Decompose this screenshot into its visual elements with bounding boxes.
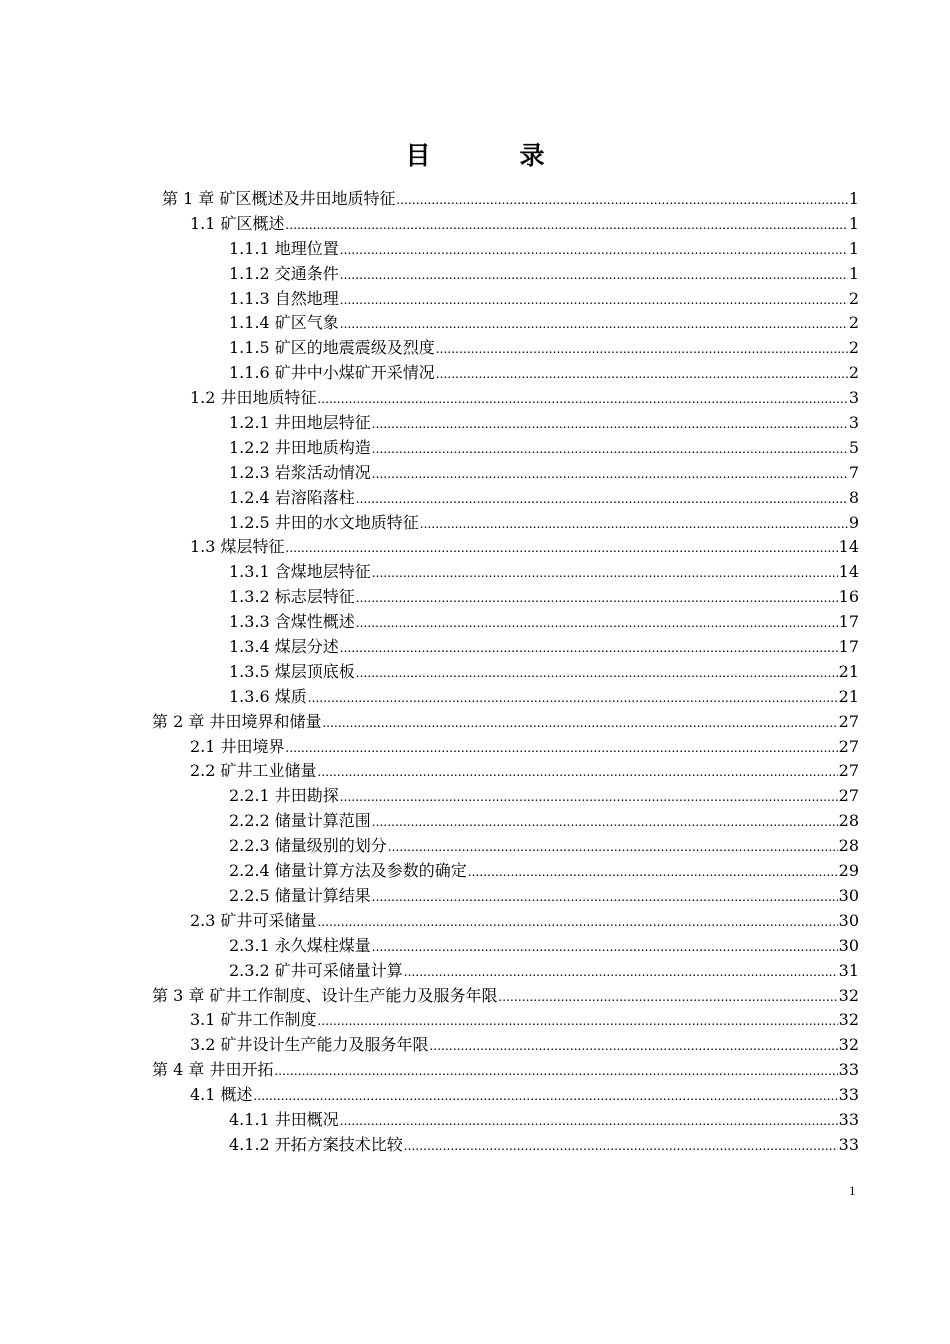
- toc-entry-label: 3.2 矿井设计生产能力及服务年限: [190, 1035, 429, 1055]
- toc-entry-label: 2.2.2 储量计算范围: [229, 811, 371, 831]
- toc-section-entry[interactable]: [0, 735, 859, 760]
- toc-section-entry[interactable]: [0, 759, 859, 784]
- toc-subsection-entry[interactable]: [0, 411, 859, 436]
- toc-entry-label: 2.1 井田境界: [190, 736, 285, 756]
- dot-leader: [254, 1085, 838, 1110]
- dot-leader: [340, 1110, 838, 1135]
- toc-subsection-entry[interactable]: [0, 436, 859, 461]
- toc-subsection-entry[interactable]: [0, 461, 859, 486]
- toc-entry-page: 21: [838, 686, 859, 706]
- dot-leader: [372, 886, 838, 911]
- toc-entry-label: 1.2.1 井田地层特征: [229, 413, 371, 433]
- toc-entry-page: 28: [838, 811, 859, 831]
- toc-subsection-entry[interactable]: [0, 1108, 859, 1133]
- toc-entry-label: 1.3.3 含煤性概述: [229, 612, 355, 632]
- dot-leader: [404, 961, 838, 986]
- dot-leader: [356, 488, 848, 513]
- toc-entry-label: 第 4 章 井田开拓: [152, 1060, 274, 1080]
- toc-entry-page: 3: [848, 388, 859, 408]
- toc-entry-label: 1.1.6 矿井中小煤矿开采情况: [229, 363, 435, 383]
- toc-entry-page: 27: [838, 786, 859, 806]
- toc-entry-page: 30: [838, 885, 859, 905]
- toc-entry-page: 1: [848, 238, 859, 258]
- toc-entry-page: 30: [838, 935, 859, 955]
- toc-entry-page: 31: [838, 960, 859, 980]
- dot-leader: [498, 986, 837, 1011]
- dot-leader: [318, 911, 838, 936]
- dot-leader: [372, 811, 838, 836]
- dot-leader: [372, 463, 848, 488]
- dot-leader: [468, 861, 838, 886]
- toc-entry-page: 28: [838, 836, 859, 856]
- toc-section-entry[interactable]: [0, 1033, 859, 1058]
- toc-entry-label: 1.2 井田地质特征: [190, 388, 317, 408]
- toc-entry-page: 29: [838, 861, 859, 881]
- toc-entry-page: 2: [848, 288, 859, 308]
- toc-section-entry[interactable]: [0, 386, 859, 411]
- toc-entry-page: 14: [838, 537, 859, 557]
- dot-leader: [388, 836, 838, 861]
- toc-entry-label: 2.2.5 储量计算结果: [229, 885, 371, 905]
- toc-entry-label: 1.3.5 煤层顶底板: [229, 661, 355, 681]
- toc-chapter-entry[interactable]: [0, 1058, 859, 1083]
- toc-entry-label: 1.2.2 井田地质构造: [229, 437, 371, 457]
- toc-subsection-entry[interactable]: [0, 511, 859, 536]
- toc-entry-page: 33: [838, 1085, 859, 1105]
- toc-entry-label: 1.1.1 地理位置: [229, 238, 339, 258]
- toc-entry-page: 1: [848, 213, 859, 233]
- toc-entry-page: 7: [848, 462, 859, 482]
- dot-leader: [404, 1135, 838, 1160]
- dot-leader: [436, 363, 848, 388]
- dot-leader: [430, 1035, 838, 1060]
- toc-section-entry[interactable]: [0, 212, 859, 237]
- toc-subsection-entry[interactable]: [0, 834, 859, 859]
- toc-entry-page: 14: [838, 562, 859, 582]
- dot-leader: [396, 189, 847, 214]
- toc-subsection-entry[interactable]: [0, 884, 859, 909]
- toc-entry-page: 2: [848, 363, 859, 383]
- toc-subsection-entry[interactable]: [0, 934, 859, 959]
- toc-entry-label: 1.1.4 矿区气象: [229, 313, 339, 333]
- toc-entry-label: 1.1 矿区概述: [190, 213, 285, 233]
- toc-entry-page: 3: [848, 413, 859, 433]
- toc-entry-label: 4.1.2 开拓方案技术比较: [229, 1134, 403, 1154]
- toc-entry-label: 1.2.3 岩浆活动情况: [229, 462, 371, 482]
- toc-entry-label: 1.3.1 含煤地层特征: [229, 562, 371, 582]
- dot-leader: [372, 562, 838, 587]
- dot-leader: [340, 239, 848, 264]
- toc-entry-page: 9: [848, 512, 859, 532]
- toc-subsection-entry[interactable]: [0, 1133, 859, 1158]
- document-title: 目 录: [405, 141, 577, 170]
- toc-entry-page: 32: [838, 985, 859, 1005]
- dot-leader: [308, 687, 838, 712]
- dot-leader: [318, 761, 838, 786]
- toc-subsection-entry[interactable]: [0, 560, 859, 585]
- toc-entry-label: 1.3.6 煤质: [229, 686, 307, 706]
- toc-entry-page: 1: [848, 263, 859, 283]
- toc-subsection-entry[interactable]: [0, 237, 859, 262]
- toc-subsection-entry[interactable]: [0, 311, 859, 336]
- toc-entry-page: 33: [838, 1109, 859, 1129]
- toc-subsection-entry[interactable]: [0, 635, 859, 660]
- dot-leader: [286, 537, 838, 562]
- toc-entry-label: 1.3 煤层特征: [190, 537, 285, 557]
- toc-entry-label: 4.1.1 井田概况: [229, 1109, 339, 1129]
- toc-subsection-entry[interactable]: [0, 784, 859, 809]
- toc-entry-label: 2.2.1 井田勘探: [229, 786, 339, 806]
- dot-leader: [340, 786, 838, 811]
- toc-section-entry[interactable]: [0, 1083, 859, 1108]
- toc-entry-page: 32: [838, 1035, 859, 1055]
- dot-leader: [372, 936, 838, 961]
- toc-entry-label: 第 3 章 矿井工作制度、设计生产能力及服务年限: [152, 985, 498, 1005]
- toc-subsection-entry[interactable]: [0, 287, 859, 312]
- dot-leader: [340, 637, 838, 662]
- toc-entry-label: 2.2.4 储量计算方法及参数的确定: [229, 861, 467, 881]
- dot-leader: [318, 1010, 838, 1035]
- toc-section-entry[interactable]: [0, 909, 859, 934]
- toc-entry-label: 2.2.3 储量级别的划分: [229, 836, 387, 856]
- toc-entry-page: 1: [848, 189, 859, 208]
- dot-leader: [318, 388, 848, 413]
- toc-subsection-entry[interactable]: [0, 610, 859, 635]
- dot-leader: [340, 313, 848, 338]
- page-number: 1: [849, 1183, 856, 1198]
- toc-entry-label: 第 2 章 井田境界和储量: [152, 711, 322, 731]
- toc-subsection-entry[interactable]: [0, 336, 859, 361]
- toc-subsection-entry[interactable]: [0, 585, 859, 610]
- toc-subsection-entry[interactable]: [0, 361, 859, 386]
- toc-entry-label: 1.2.5 井田的水文地质特征: [229, 512, 419, 532]
- dot-leader: [372, 438, 848, 463]
- toc-entry-page: 32: [838, 1010, 859, 1030]
- toc-subsection-entry[interactable]: [0, 262, 859, 287]
- toc-section-entry[interactable]: [0, 535, 859, 560]
- toc-entry-page: 30: [838, 910, 859, 930]
- toc-subsection-entry[interactable]: [0, 809, 859, 834]
- dot-leader: [356, 587, 838, 612]
- dot-leader: [322, 712, 837, 737]
- table-of-contents: [0, 187, 950, 1158]
- toc-subsection-entry[interactable]: [0, 859, 859, 884]
- toc-entry-page: 27: [838, 736, 859, 756]
- toc-entry-label: 4.1 概述: [190, 1085, 253, 1105]
- dot-leader: [286, 737, 838, 762]
- toc-entry-label: 2.3.2 矿井可采储量计算: [229, 960, 403, 980]
- dot-leader: [286, 214, 848, 239]
- dot-leader: [340, 264, 848, 289]
- toc-entry-page: 27: [838, 711, 859, 731]
- toc-entry-label: 2.2 矿井工业储量: [190, 761, 317, 781]
- toc-entry-label: 1.1.5 矿区的地震震级及烈度: [229, 338, 435, 358]
- dot-leader: [420, 513, 848, 538]
- toc-subsection-entry[interactable]: [0, 959, 859, 984]
- dot-leader: [340, 289, 848, 314]
- dot-leader: [356, 612, 838, 637]
- dot-leader: [372, 413, 848, 438]
- toc-subsection-entry[interactable]: [0, 685, 859, 710]
- toc-entry-page: 16: [838, 587, 859, 607]
- toc-entry-page: 33: [838, 1134, 859, 1154]
- toc-entry-label: 1.1.3 自然地理: [229, 288, 339, 308]
- toc-entry-label: 第 1 章 矿区概述及井田地质特征: [162, 189, 396, 208]
- toc-chapter-entry[interactable]: [0, 984, 859, 1009]
- toc-entry-page: 33: [838, 1060, 859, 1080]
- toc-entry-label: 1.3.4 煤层分述: [229, 637, 339, 657]
- toc-entry-page: 2: [848, 313, 859, 333]
- toc-subsection-entry[interactable]: [0, 486, 859, 511]
- toc-entry-page: 5: [848, 437, 859, 457]
- toc-entry-label: 2.3 矿井可采储量: [190, 910, 317, 930]
- toc-entry-label: 1.2.4 岩溶陷落柱: [229, 487, 355, 507]
- toc-entry-label: 2.3.1 永久煤柱煤量: [229, 935, 371, 955]
- toc-subsection-entry[interactable]: [0, 660, 859, 685]
- toc-chapter-entry[interactable]: [0, 187, 859, 212]
- toc-entry-label: 1.3.2 标志层特征: [229, 587, 355, 607]
- toc-entry-page: 17: [838, 612, 859, 632]
- toc-entry-label: 1.1.2 交通条件: [229, 263, 339, 283]
- dot-leader: [436, 338, 848, 363]
- dot-leader: [356, 662, 838, 687]
- toc-entry-page: 27: [838, 761, 859, 781]
- toc-entry-page: 2: [848, 338, 859, 358]
- toc-entry-label: 3.1 矿井工作制度: [190, 1010, 317, 1030]
- toc-entry-page: 8: [848, 487, 859, 507]
- toc-chapter-entry[interactable]: [0, 710, 859, 735]
- toc-entry-page: 17: [838, 637, 859, 657]
- toc-section-entry[interactable]: [0, 1008, 859, 1033]
- toc-entry-page: 21: [838, 661, 859, 681]
- dot-leader: [274, 1060, 837, 1085]
